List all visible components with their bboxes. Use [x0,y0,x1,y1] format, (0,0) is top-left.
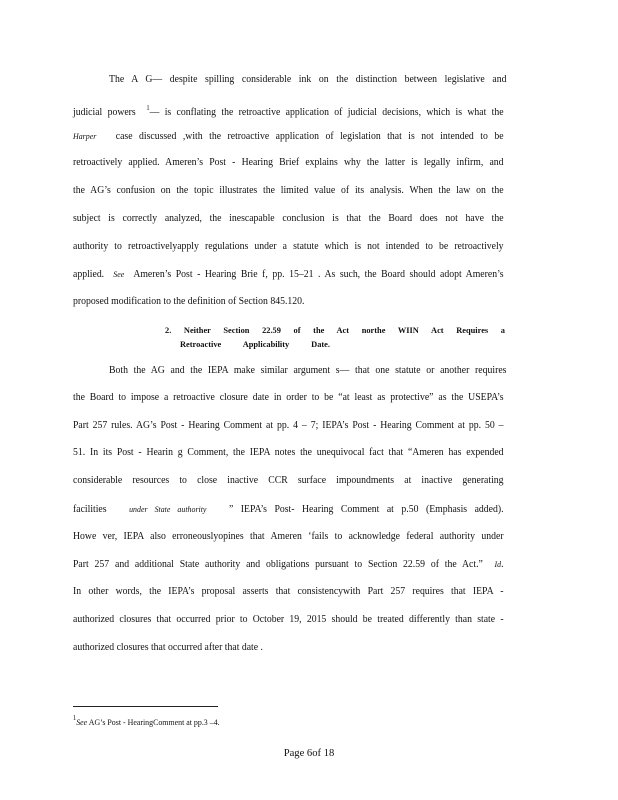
footnote-divider [73,706,218,707]
paragraph-2-line-4: 51. In its Post - Hearin g Comment, the IEPA notes the unequivocal fact that “Ameren has expended [73,447,504,458]
paragraph-1-line-9: proposed modification to the definition of Section 845.120. [73,296,305,307]
paragraph-2-line-7: Howe ver, IEPA also erroneouslyopines that Ameren ‘fails to acknowledge federal authority under [73,531,504,542]
paragraph-2-line-9: In other words, the IEPA’s proposal asserts that consistencywith Part 257 requires that IEPA - [73,586,504,597]
paragraph-1-line-5: the AG’s confusion on the topic illustrates the limited value of its analysis. When the law on the [73,185,504,196]
paragraph-1-line-6: subject is correctly analyzed, the inescapable conclusion is that the Board does not have the [73,213,504,224]
paragraph-1-line-4: retroactively applied. Ameren’s Post - Hearing Brief explains why the latter is legally infirm, and [73,157,504,168]
citation-signal: See [113,269,125,279]
paragraph-2-line-8 [73,557,504,572]
text-segment: Part 257 and additional State authority and obligations pursuant to Section 22.59 of the Act.” [73,559,483,570]
text-segment: ” IEPA’s Post- Hearing Comment at p.50 (Emphasis added). [228,504,504,515]
citation-signal: See [76,717,88,727]
text-segment: — is conflating the retroactive application of judicial decisions, which is what the [149,107,504,118]
paragraph-2-line-1: Both the AG and the IEPA make similar argument s— that one statute or another requires [109,365,507,376]
text-segment: case discussed ,with the retroactive application of legislation that is not intended to be [115,131,504,142]
footnote-text: AG’s Post - HearingComment at pp.3 –4. [87,717,220,727]
paragraph-1-line-7: authority to retroactivelyapply regulations under a statute which is not intended to be retroactively [73,241,504,252]
emphasized-text: under State authority [129,504,207,514]
case-name: Harper [73,131,97,141]
paragraph-2-line-5: considerable resources to close inactive CCR surface impoundments at inactive generating [73,475,504,486]
text-segment: judicial powers [73,107,136,118]
page-number: Page 6of 18 [283,748,335,759]
paragraph-1-line-1: The A G— despite spilling considerable ink on the distinction between legislative and [109,74,507,85]
section-heading-line-2: Retroactive Applicability Date. [180,340,330,349]
paragraph-2-line-2: the Board to impose a retroactive closure date in order to be “at least as protective” as the USEPA’s [73,392,504,403]
text-segment: . [501,559,504,570]
section-heading-line-1: 2. Neither Section 22.59 of the Act northe WIIN Act Requires a [165,326,505,335]
paragraph-1-line-3 [73,129,504,144]
paragraph-1-line-8 [73,267,504,282]
text-segment: Ameren’s Post - Hearing Brie f, pp. 15–21 . As such, the Board should adopt Ameren’s [133,269,504,280]
footnote-number: 1 [73,714,77,722]
paragraph-2-line-11: authorized closures that occurred after that date . [73,642,263,653]
paragraph-2-line-10: authorized closures that occurred prior to October 19, 2015 should be treated differently than state - [73,614,504,625]
paragraph-1-line-2 [73,101,504,120]
text-segment: applied. [73,269,105,280]
citation-signal: Id [494,559,502,569]
paragraph-2-line-3: Part 257 rules. AG’s Post - Hearing Comment at pp. 4 – 7; IEPA’s Post - Hearing Comment at pp. 50 – [73,420,504,431]
text-segment: facilities [73,504,107,515]
footnote-reference: 1 [146,104,150,112]
paragraph-2-line-6 [73,502,504,517]
footnote [73,713,220,728]
